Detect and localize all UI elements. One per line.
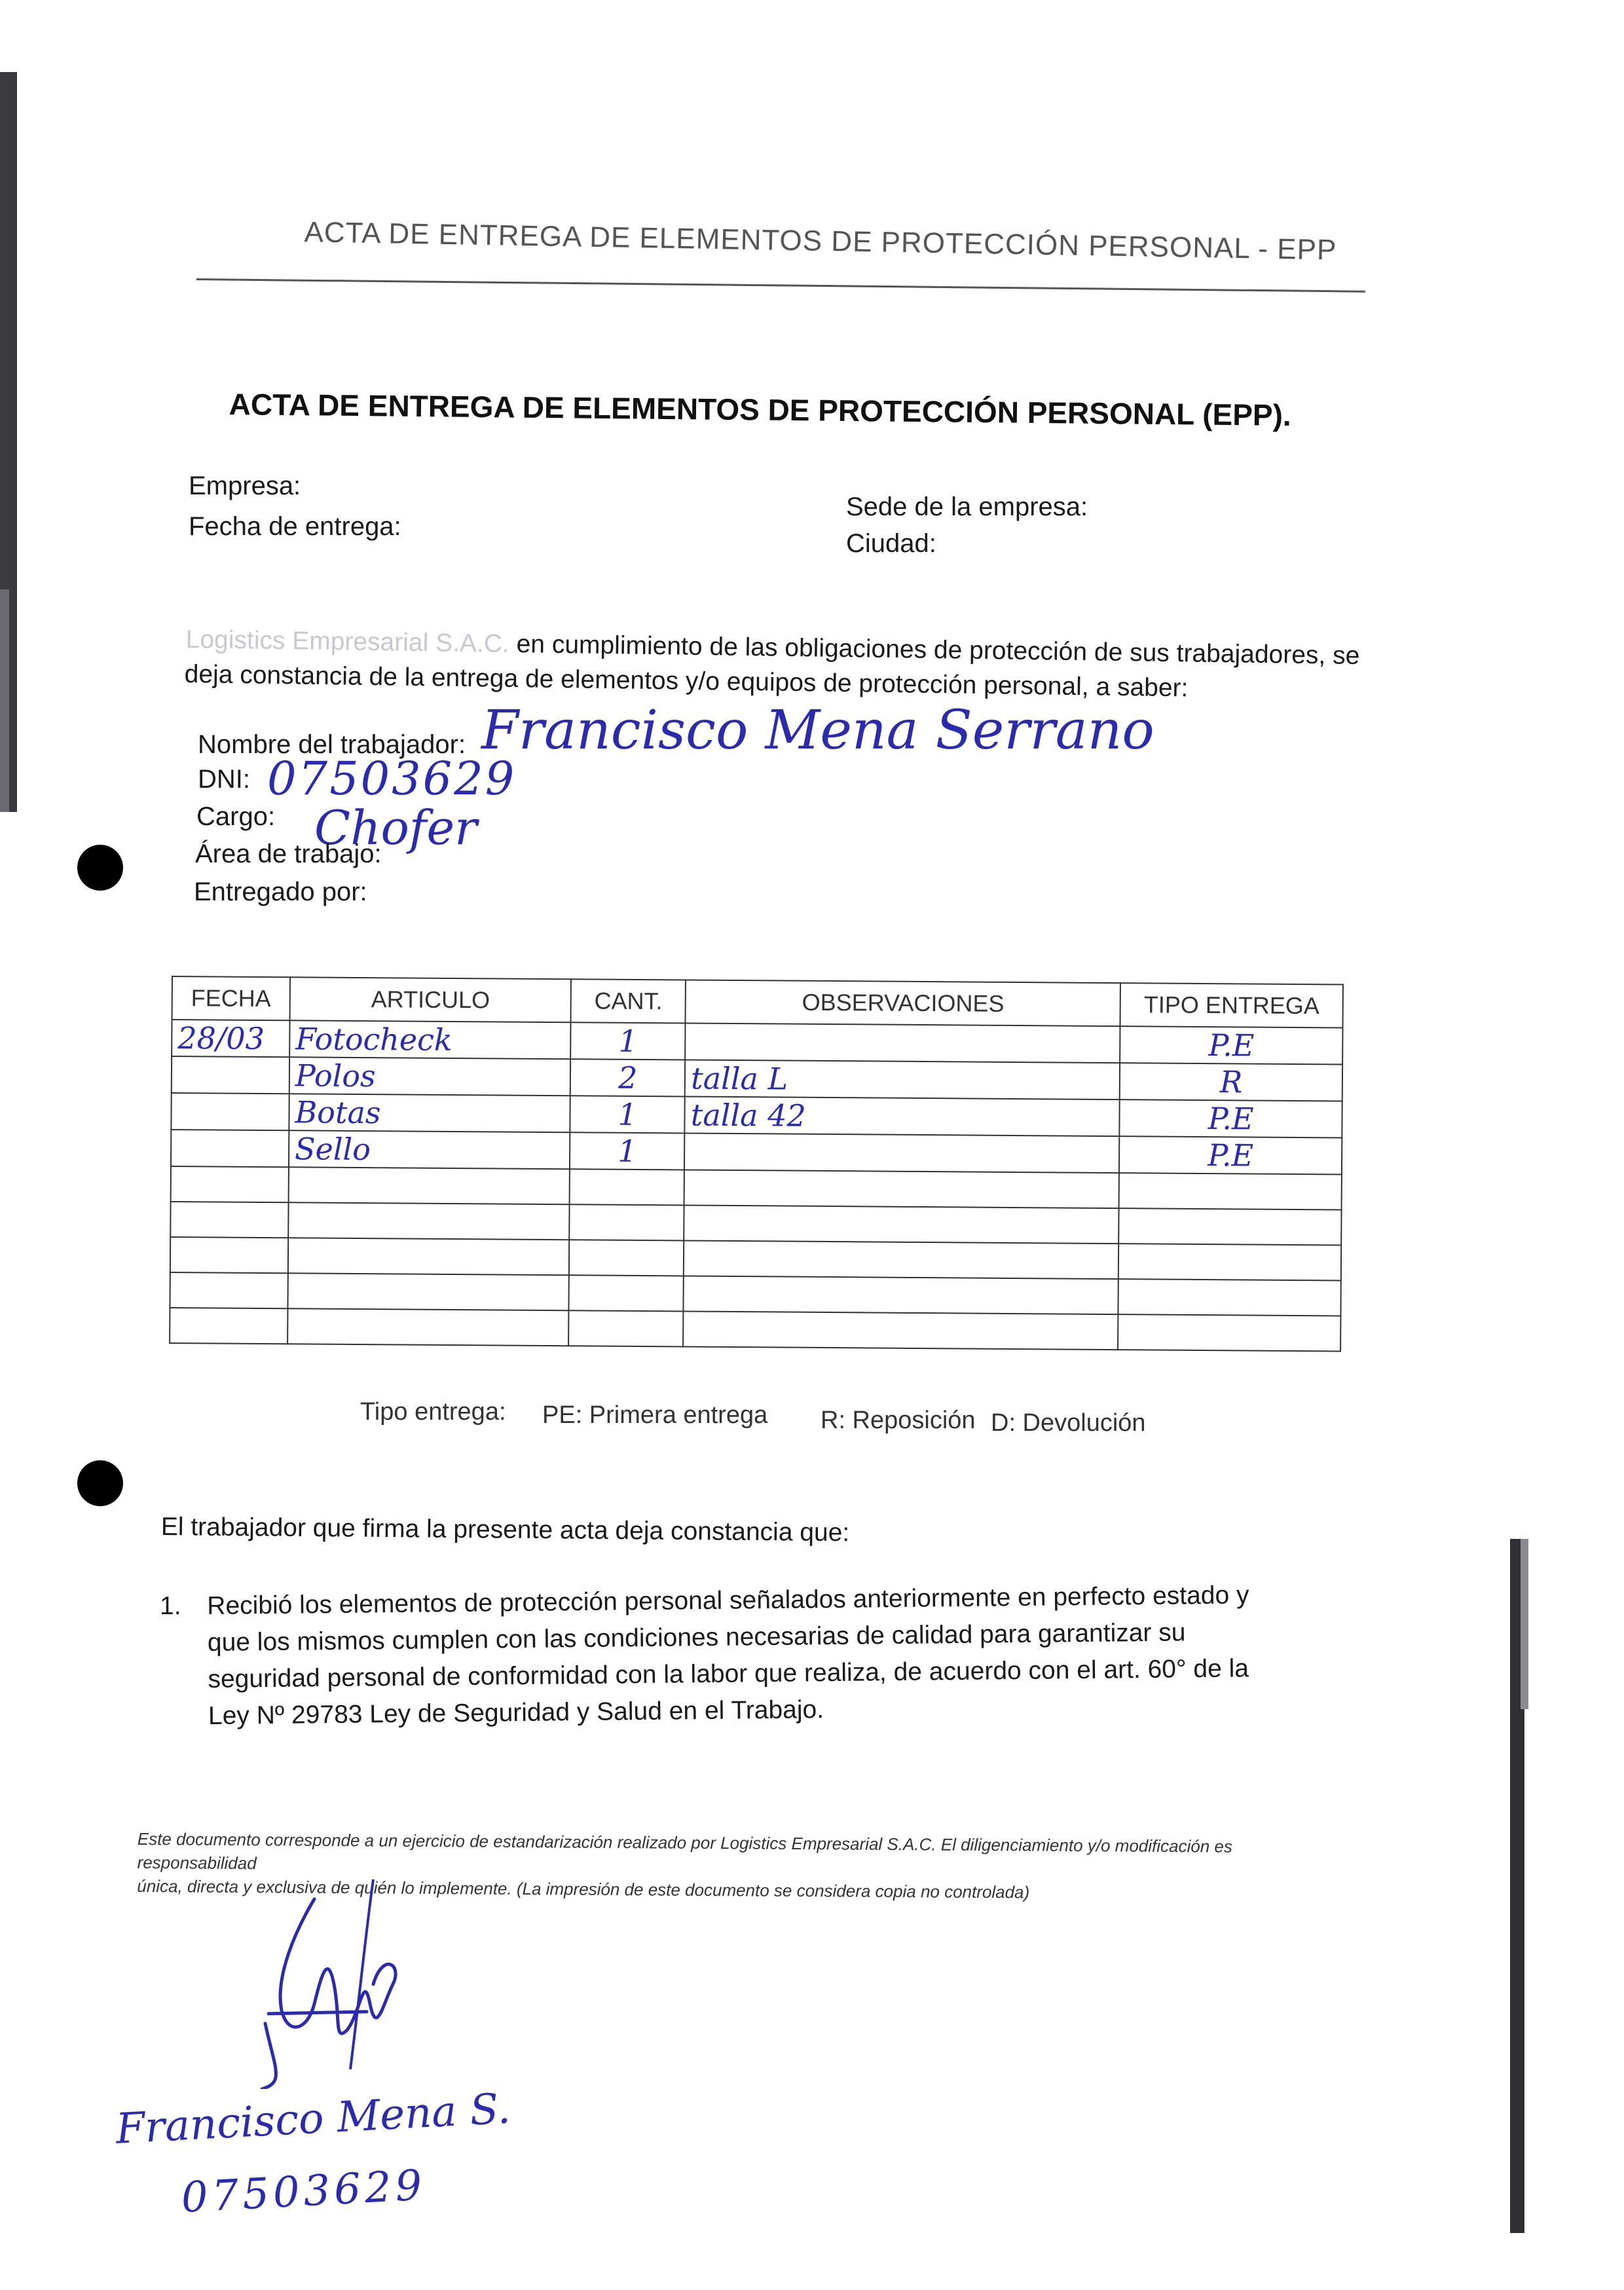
nombre-value: Francisco Mena Serrano bbox=[481, 699, 1154, 762]
statement-item bbox=[207, 1577, 1269, 1735]
empresa-label: Empresa: bbox=[189, 471, 301, 500]
header-cant: CANT. bbox=[571, 979, 686, 1023]
scan-edge-left-shade bbox=[0, 589, 9, 812]
cell-cant: 1 bbox=[570, 1132, 684, 1170]
intro-line-2: deja constancia de la entrega de elementos y/o equipos de protección personal, a saber: bbox=[184, 660, 1189, 703]
dni-value: 07503629 bbox=[267, 752, 517, 805]
header-fecha: FECHA bbox=[172, 976, 290, 1020]
cell-articulo bbox=[287, 1273, 569, 1310]
nombre-label: Nombre del trabajador: bbox=[198, 730, 466, 759]
signature-name: Francisco Mena S. bbox=[115, 2084, 512, 2154]
cell-cant bbox=[569, 1310, 684, 1346]
header-divider bbox=[196, 278, 1365, 293]
cell-fecha bbox=[170, 1308, 287, 1344]
statement-line: Ley Nº 29783 Ley de Seguridad y Salud en el Trabajo. bbox=[208, 1695, 824, 1730]
sede-label: Sede de la empresa: bbox=[846, 492, 1088, 521]
cell-tipo bbox=[1119, 1173, 1342, 1210]
signature-dni: 07503629 bbox=[180, 2161, 428, 2223]
entregado-label: Entregado por: bbox=[194, 877, 367, 906]
page-title: ACTA DE ENTREGA DE ELEMENTOS DE PROTECCIÓN PERSONAL (EPP). bbox=[229, 386, 1291, 432]
punch-hole-icon bbox=[77, 1460, 123, 1506]
table-header-row bbox=[172, 976, 1343, 1027]
cell-observaciones bbox=[684, 1276, 1118, 1314]
intro-text-1: en cumplimiento de las obligaciones de protección de sus trabajadores, se bbox=[516, 630, 1360, 671]
cell-tipo: P.E bbox=[1120, 1099, 1342, 1137]
statement-line: que los mismos cumplen con las condiciones necesarias de calidad para garantizar su bbox=[207, 1618, 1186, 1657]
cell-observaciones: talla L bbox=[685, 1060, 1120, 1099]
company-name: Logistics Empresarial S.A.C. bbox=[185, 625, 510, 658]
cell-fecha bbox=[171, 1093, 289, 1130]
cell-articulo: Polos bbox=[289, 1057, 571, 1096]
scan-edge-right-shade bbox=[1521, 1539, 1528, 1709]
header-title: ACTA DE ENTREGA DE ELEMENTOS DE PROTECCIÓN PERSONAL - EPP bbox=[304, 216, 1337, 267]
cell-cant: 1 bbox=[570, 1096, 685, 1133]
disclaimer-line: única, directa y exclusiva de quién lo implemente. (La impresión de este documento se considera copia no controlada) bbox=[137, 1875, 1030, 1902]
signature-scribble-icon bbox=[236, 1873, 419, 2089]
cell-fecha bbox=[170, 1272, 287, 1308]
cell-articulo: Fotocheck bbox=[289, 1020, 571, 1059]
cell-cant bbox=[569, 1240, 684, 1276]
cell-observaciones: talla 42 bbox=[685, 1096, 1120, 1136]
cell-fecha bbox=[171, 1166, 289, 1202]
cargo-label: Cargo: bbox=[196, 802, 276, 831]
cell-cant: 1 bbox=[571, 1022, 686, 1060]
cell-articulo: Botas bbox=[289, 1094, 570, 1132]
cell-observaciones bbox=[684, 1240, 1118, 1279]
dni-label: DNI: bbox=[198, 765, 250, 794]
cell-articulo bbox=[288, 1202, 570, 1240]
header-articulo: ARTICULO bbox=[289, 977, 571, 1022]
area-label: Área de trabajo: bbox=[195, 840, 382, 868]
statement-line: Recibió los elementos de protección personal señalados anteriormente en perfecto estado y bbox=[207, 1581, 1249, 1620]
cell-tipo bbox=[1118, 1314, 1340, 1351]
cell-observaciones bbox=[684, 1170, 1119, 1208]
cell-fecha: 28/03 bbox=[172, 1020, 289, 1057]
legend-pe: PE: Primera entrega bbox=[542, 1401, 768, 1429]
disclaimer-line: Este documento corresponde a un ejercicio de estandarización realizado por Logistics Empresarial S.A.C. El diligenciamiento y/o modificación es responsabilidad bbox=[137, 1829, 1233, 1874]
cell-cant: 2 bbox=[570, 1059, 685, 1096]
cell-tipo: P.E bbox=[1120, 1026, 1342, 1064]
cell-fecha bbox=[171, 1130, 289, 1167]
cell-fecha bbox=[172, 1056, 289, 1094]
header-observaciones: OBSERVACIONES bbox=[686, 980, 1121, 1026]
cell-articulo: Sello bbox=[289, 1130, 570, 1169]
cell-fecha bbox=[170, 1202, 288, 1238]
punch-hole-icon bbox=[77, 845, 123, 891]
epp-table bbox=[169, 976, 1344, 1352]
statement-line: seguridad personal de conformidad con la labor que realiza, de acuerdo con el art. 60° de la bbox=[208, 1654, 1249, 1693]
fecha-entrega-label: Fecha de entrega: bbox=[189, 512, 401, 541]
table-row bbox=[170, 1308, 1340, 1351]
cell-observaciones bbox=[685, 1023, 1120, 1063]
statement-intro: El trabajador que firma la presente acta deja constancia que: bbox=[160, 1513, 850, 1547]
cell-cant bbox=[570, 1169, 684, 1205]
cell-tipo: P.E bbox=[1119, 1136, 1342, 1174]
statement-item-number: 1. bbox=[160, 1592, 181, 1620]
cell-cant bbox=[570, 1204, 684, 1240]
cell-tipo bbox=[1118, 1279, 1341, 1316]
ciudad-label: Ciudad: bbox=[846, 529, 936, 558]
cell-articulo bbox=[288, 1238, 570, 1275]
cell-cant bbox=[569, 1275, 684, 1311]
cargo-value: Chofer bbox=[314, 800, 477, 855]
cell-observaciones bbox=[683, 1311, 1118, 1350]
cell-tipo: R bbox=[1120, 1063, 1342, 1101]
cell-tipo bbox=[1119, 1208, 1342, 1245]
cell-observaciones bbox=[684, 1133, 1119, 1173]
header-tipo-entrega: TIPO ENTREGA bbox=[1120, 983, 1343, 1027]
legend-r: R: Reposición bbox=[821, 1407, 976, 1434]
cell-observaciones bbox=[684, 1205, 1118, 1244]
cell-fecha bbox=[170, 1237, 288, 1273]
legend-label: Tipo entrega: bbox=[360, 1398, 506, 1426]
cell-tipo bbox=[1118, 1244, 1341, 1280]
legend-d: D: Devolución bbox=[991, 1409, 1146, 1437]
cell-articulo bbox=[288, 1167, 570, 1204]
cell-articulo bbox=[287, 1308, 569, 1346]
